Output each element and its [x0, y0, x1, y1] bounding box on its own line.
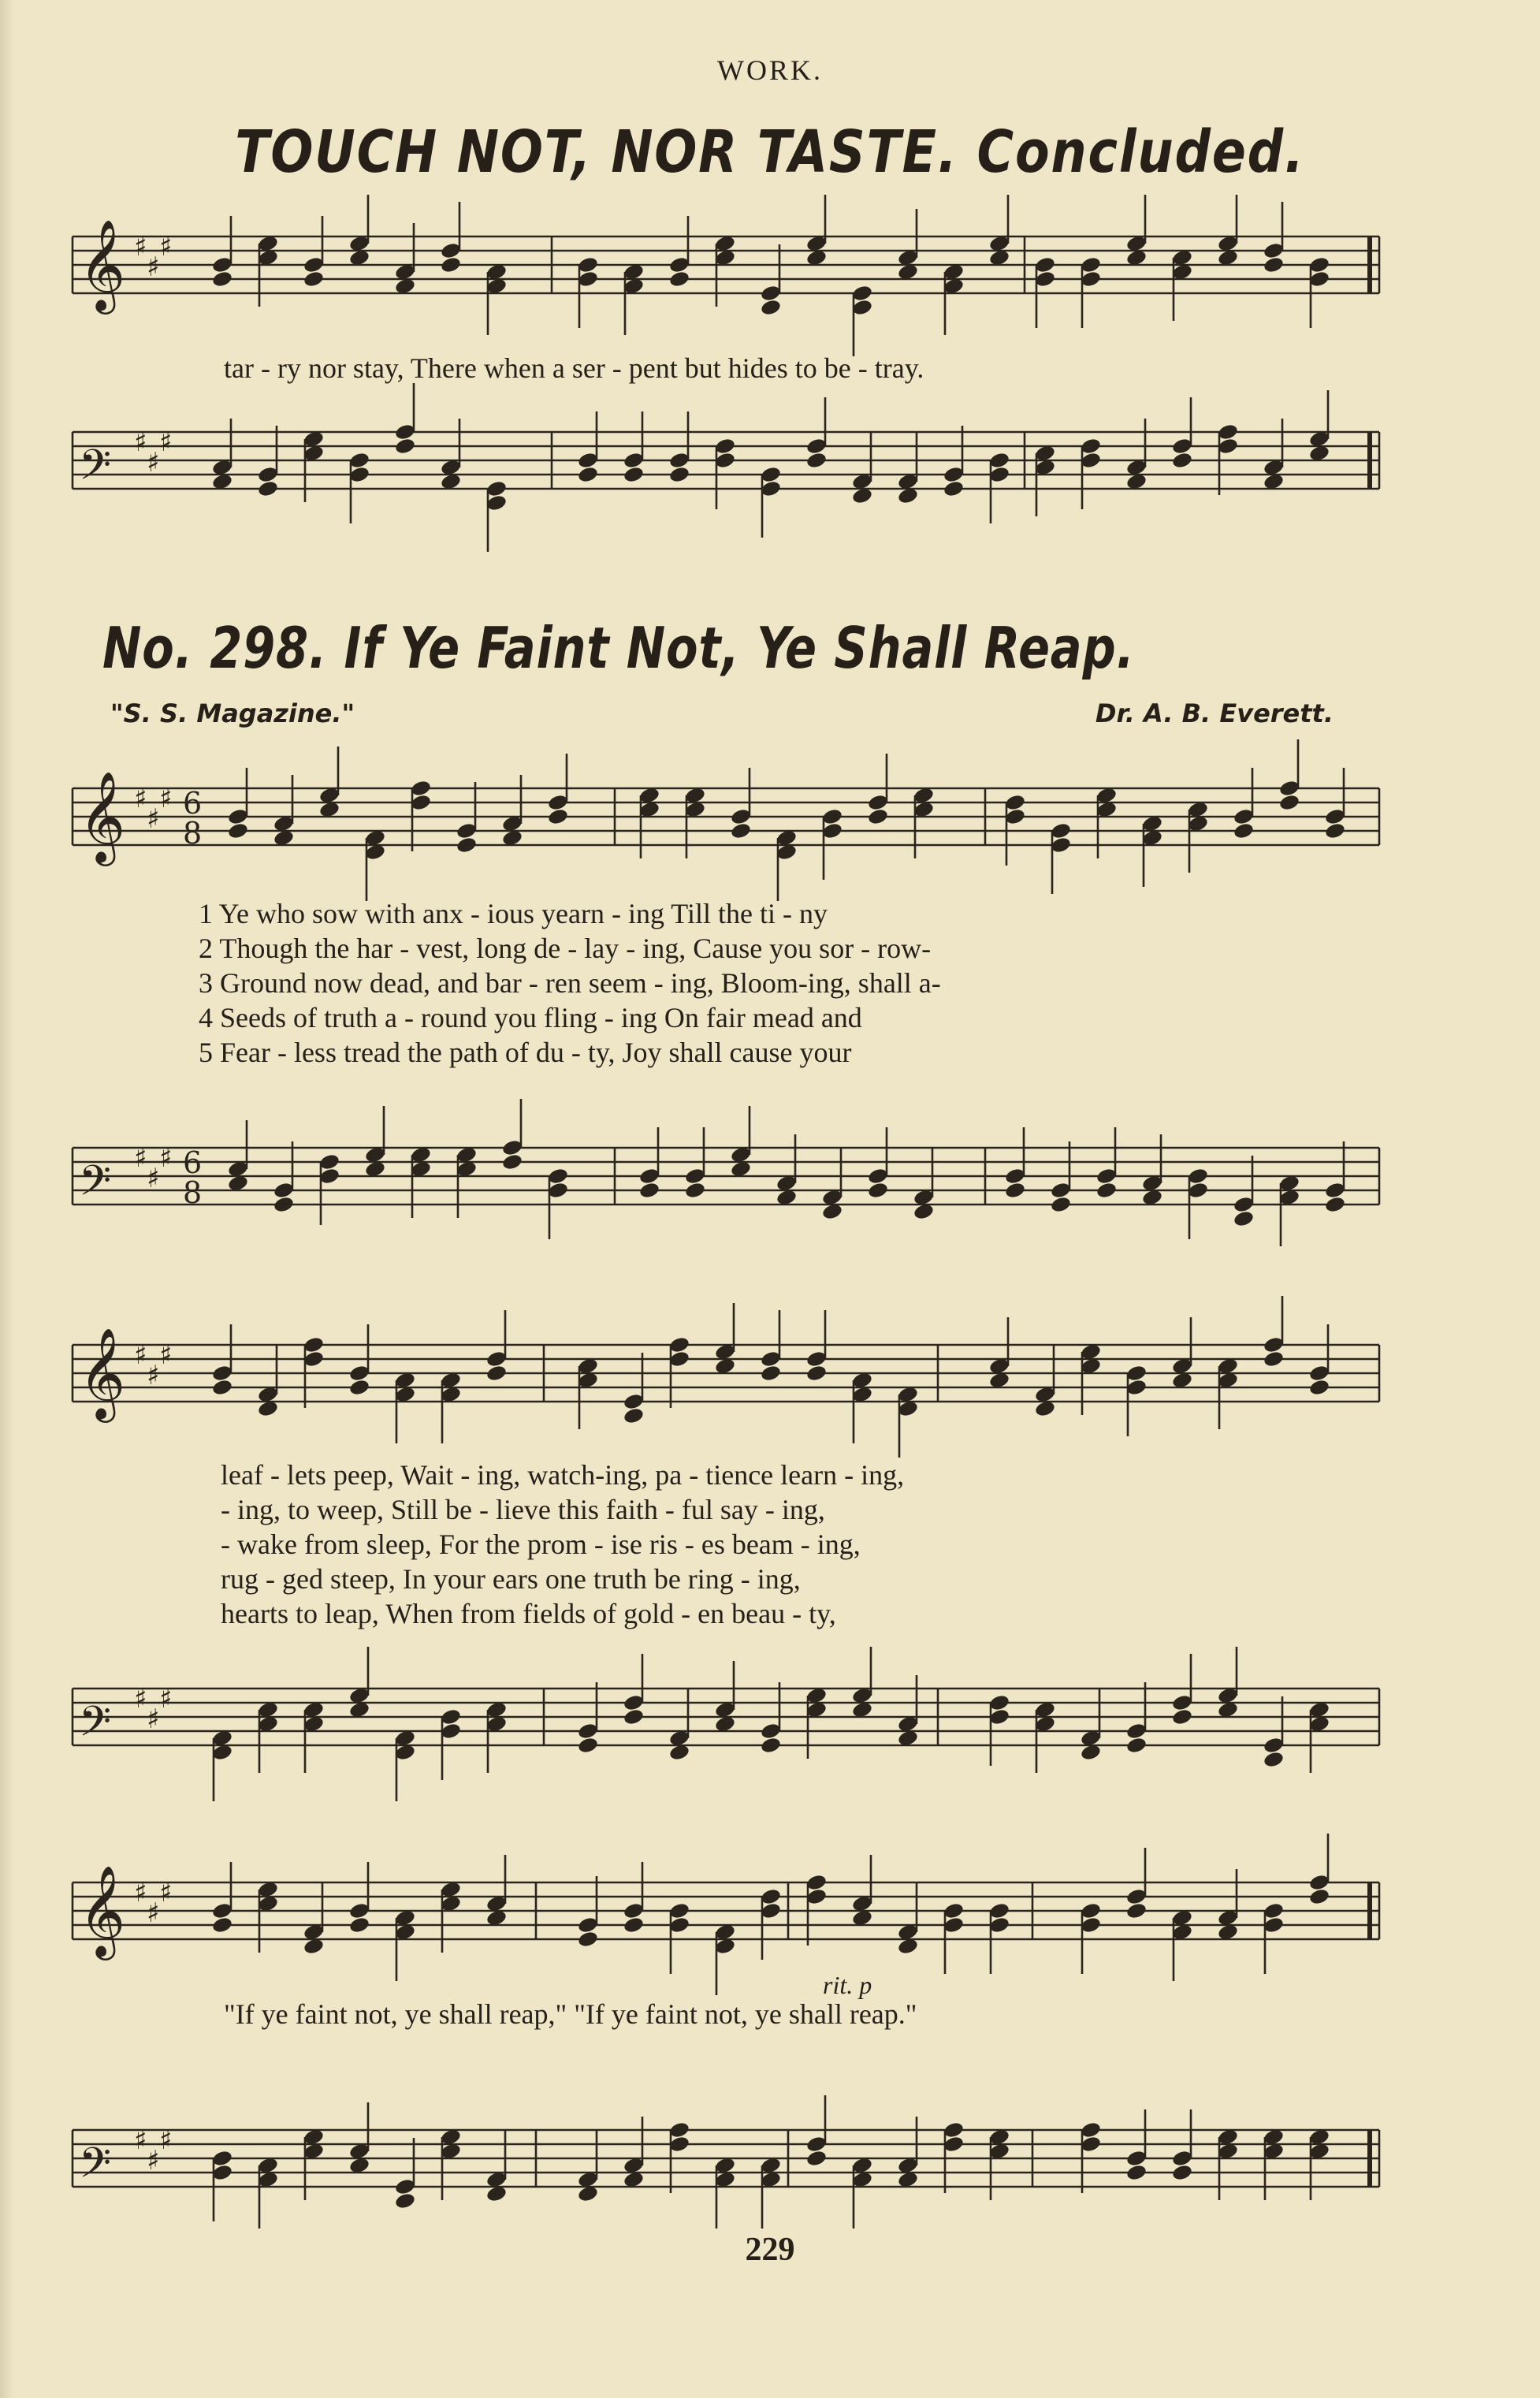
treble-clef-symbol: 𝄞	[79, 1327, 126, 1419]
key-signature-sharp: ♯	[134, 783, 147, 814]
key-signature-sharp: ♯	[159, 426, 173, 458]
key-signature-sharp: ♯	[134, 1683, 147, 1715]
verse-continued-line-2: - ing, to weep, Still be - lieve this faith - ful say - ing,	[221, 1494, 825, 1525]
key-signature-sharp: ♯	[147, 251, 160, 283]
note-head	[456, 836, 478, 854]
note-head	[1263, 1750, 1285, 1768]
treble-clef-symbol: 𝄞	[79, 1864, 126, 1957]
continued-piece-lyric: tar - ry nor stay, There when a ser - pent but hides to be - tray.	[224, 352, 924, 384]
hymn-source-credit: "S. S. Magazine."	[110, 698, 355, 728]
chorus-lyric: "If ye faint not, ye shall reap," "If ye faint not, ye shall reap."	[224, 1998, 917, 2030]
key-signature-sharp: ♯	[147, 1897, 160, 1929]
note-head	[577, 1736, 599, 1754]
note-heads	[211, 234, 1346, 2210]
key-signature-sharp: ♯	[134, 231, 147, 263]
note-head	[1004, 1181, 1026, 1199]
key-signature-sharp: ♯	[147, 803, 160, 835]
note-head	[638, 1181, 660, 1199]
bass-clef-symbol: 𝄢	[79, 441, 112, 500]
page-number: 229	[745, 2232, 795, 2268]
key-signature-sharp: ♯	[159, 2124, 173, 2156]
treble-clef-symbol: 𝄞	[79, 770, 126, 862]
note-head	[1125, 2163, 1148, 2181]
key-signature-sharp: ♯	[159, 1877, 173, 1908]
note-head	[668, 270, 690, 288]
verse-continued-line-5: hearts to leap, When from fields of gold - en beau - ty,	[221, 1598, 836, 1629]
verse-line-5: 5 Fear - less tread the path of du - ty, Joy shall cause your	[199, 1037, 852, 1068]
note-head	[1233, 1209, 1255, 1227]
note-head	[211, 1378, 233, 1396]
time-signature-top: 6	[183, 786, 203, 821]
note-head	[684, 1181, 706, 1199]
note-head	[943, 479, 965, 497]
note-head	[303, 270, 325, 288]
verse-line-2: 2 Though the har - vest, long de - lay - ing, Cause you sor - row-	[199, 933, 932, 964]
note-head	[577, 1930, 599, 1948]
note-head	[348, 1916, 370, 1934]
note-head	[1233, 821, 1255, 840]
note-head	[1125, 1901, 1148, 1920]
note-head	[1171, 2163, 1193, 2181]
note-head	[1125, 1736, 1148, 1754]
note-head	[1171, 451, 1193, 469]
verse-line-1: 1 Ye who sow with anx - ious yearn - ing Till the ti - ny	[199, 898, 828, 929]
verse-line-4: 4 Seeds of truth a - round you fling - ing On fair mead and	[199, 1002, 862, 1033]
key-signature-sharp: ♯	[134, 426, 147, 458]
note-head	[348, 1378, 370, 1396]
note-stems	[214, 195, 1344, 2229]
note-head	[1308, 1887, 1330, 1905]
key-signature-sharp: ♯	[159, 231, 173, 263]
note-head	[394, 2191, 416, 2210]
note-head	[211, 1916, 233, 1934]
note-head	[211, 270, 233, 288]
note-head	[623, 1406, 645, 1424]
note-head	[257, 479, 279, 497]
key-signature-sharp: ♯	[159, 783, 173, 814]
note-head	[273, 1195, 295, 1213]
key-signature-sharp: ♯	[147, 1360, 160, 1391]
note-head	[1278, 793, 1300, 811]
note-head	[394, 437, 416, 455]
note-head	[1095, 1181, 1118, 1199]
dynamic-marking: rit. p	[823, 1971, 872, 1999]
note-head	[1263, 255, 1285, 274]
hymn-composer-credit: Dr. A. B. Everett.	[1095, 698, 1334, 728]
verse-continued-line-1: leaf - lets peep, Wait - ing, watch-ing, pa - tience learn - ing,	[221, 1459, 905, 1491]
treble-clef-symbol: 𝄞	[79, 218, 126, 311]
time-signature-top: 6	[183, 1145, 203, 1180]
key-signature-sharp: ♯	[147, 2145, 160, 2176]
bass-clef-symbol: 𝄢	[79, 1698, 112, 1756]
bass-clef-symbol: 𝄢	[79, 2139, 112, 2198]
hymn-title: No. 298. If Ye Faint Not, Ye Shall Reap.	[102, 615, 1135, 681]
note-head	[623, 1707, 645, 1726]
key-signature-sharp: ♯	[134, 1339, 147, 1371]
key-signature-sharp: ♯	[147, 1163, 160, 1194]
note-head	[760, 1364, 782, 1382]
note-head	[867, 1181, 889, 1199]
note-head	[1050, 1195, 1072, 1213]
key-signature-sharp: ♯	[159, 1339, 173, 1371]
key-signature-sharp: ♯	[134, 2124, 147, 2156]
continued-piece-title: TOUCH NOT, NOR TASTE. Concluded.	[235, 118, 1305, 186]
verse-continued-line-4: rug - ged steep, In your ears one truth be ring - ing,	[221, 1563, 801, 1595]
note-head	[501, 1152, 523, 1171]
key-signature-sharp: ♯	[159, 1683, 173, 1715]
section-header: WORK.	[717, 54, 823, 86]
note-head	[623, 1916, 645, 1934]
note-head	[1263, 1350, 1285, 1368]
note-head	[730, 821, 752, 840]
note-head	[1324, 1195, 1346, 1213]
note-head	[805, 2149, 828, 2167]
verse-line-3: 3 Ground now dead, and bar - ren seem - ing, Bloom-ing, shall a-	[199, 967, 941, 999]
key-signature-sharp: ♯	[147, 447, 160, 478]
note-head	[1308, 1378, 1330, 1396]
verse-continued-line-3: - wake from sleep, For the prom - ise ris - es beam - ing,	[221, 1529, 861, 1560]
note-head	[867, 807, 889, 825]
note-head	[760, 1736, 782, 1754]
clef-symbols	[79, 218, 202, 2198]
bass-clef-symbol: 𝄢	[79, 1157, 112, 1216]
note-head	[227, 821, 249, 840]
time-signature-bottom: 8	[183, 816, 203, 851]
note-head	[1324, 821, 1346, 840]
key-signature-sharp: ♯	[147, 1704, 160, 1735]
note-head	[623, 465, 645, 483]
note-head	[668, 465, 690, 483]
note-head	[805, 1364, 828, 1382]
note-head	[577, 465, 599, 483]
note-head	[805, 451, 828, 469]
time-signature-bottom: 8	[183, 1175, 203, 1210]
key-signature-sharp: ♯	[159, 1142, 173, 1174]
key-signature-sharp: ♯	[134, 1142, 147, 1174]
note-head	[440, 255, 462, 274]
note-head	[760, 298, 782, 316]
key-signature-sharp: ♯	[134, 1877, 147, 1908]
note-head	[485, 1364, 508, 1382]
note-head	[547, 807, 569, 825]
note-head	[1171, 1707, 1193, 1726]
